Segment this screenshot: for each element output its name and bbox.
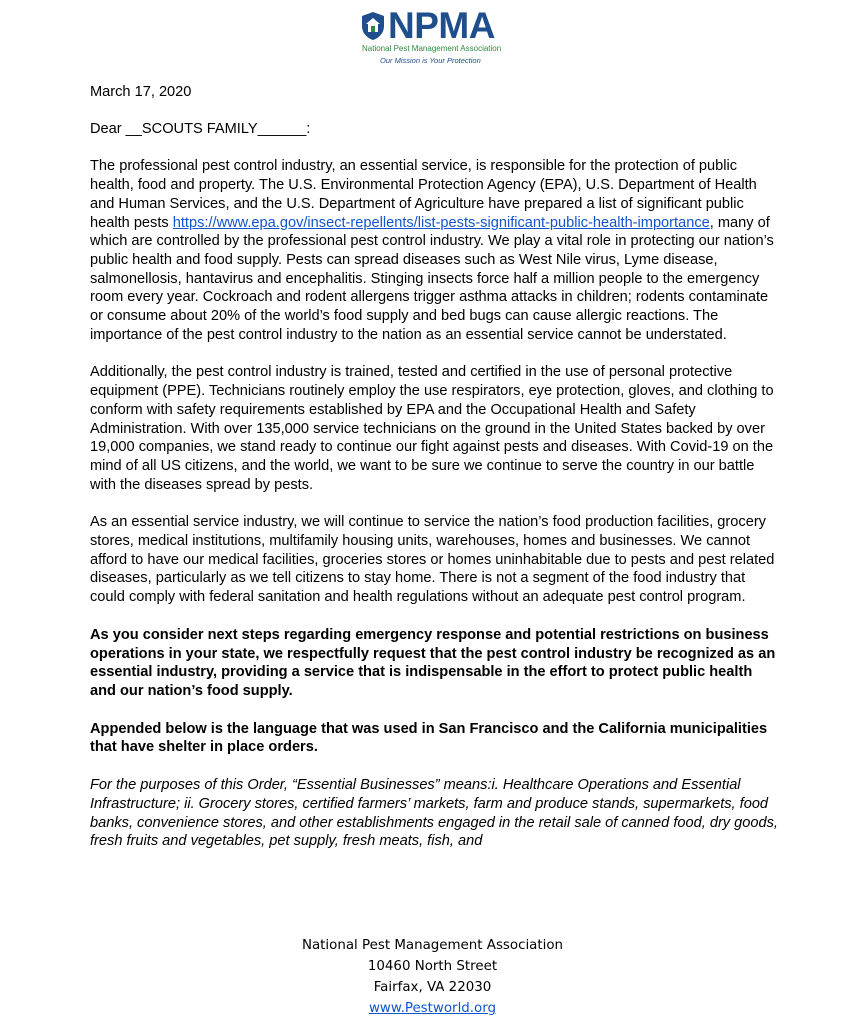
paragraph-request: As you consider next steps regarding emergency response and potential restrictions on business operations in your state, we respectfully request that the pest control industry be recognized as an essential industry, providing a service that is indispensable in the effort to protect public health and our nation’s food supply. — [90, 626, 776, 699]
letter-date: March 17, 2020 — [90, 84, 192, 100]
logo-tagline: Our Mission is Your Protection — [380, 56, 481, 65]
logo-org-name: National Pest Management Association — [362, 44, 502, 53]
letter-body — [90, 83, 780, 851]
footer-website-link[interactable]: www.Pestworld.org — [368, 1001, 497, 1016]
epa-pests-link[interactable]: https://www.epa.gov/insect-repellents/list-pests-significant-public-health-importance — [172, 214, 710, 231]
footer-city: Fairfax, VA 22030 — [373, 980, 492, 995]
paragraph-order-excerpt: For the purposes of this Order, “Essential Businesses” means:i. Healthcare Operations and Essential Infrastructure; ii. Grocery stores, certified farmers’ markets, farm and produce stands, supermarkets, food banks, convenience stores, and other establishments engaged in the retail sale of canned food, dry goods, fresh fruits and vegetables, pet supply, fresh meats, fish, and — [90, 777, 778, 850]
logo-row — [360, 6, 495, 46]
footer-org-name: National Pest Management Association — [301, 938, 564, 953]
salutation: Dear __SCOUTS FAMILY______: — [90, 120, 311, 137]
footer-address — [0, 935, 865, 1019]
logo-wordmark: NPMA — [388, 5, 495, 46]
paragraph-essential-service — [90, 157, 780, 344]
house-shield-icon — [360, 11, 386, 41]
paragraph-ppe-training: Additionally, the pest control industry is trained, tested and certified in the use of personal protective equipment (PPE). Technicians routinely employ the use respirators, eye protection, gloves, and clothing to conform with safety requirements established by EPA and the Occupational Health and Safety Administration. With over 135,000 service technicians on the ground in the United States backed by over 19,000 companies, we stand ready to continue our fight against pests and diseases. With Covid-19 on the mind of all US citizens, and the world, we want to be sure we continue to serve the country in our battle with the diseases spread by pests. — [90, 364, 774, 493]
paragraph-service-continuity: As an essential service industry, we will continue to service the nation’s food production facilities, grocery stores, medical institutions, multifamily housing units, warehouses, homes and businesses. We cannot afford to have our medical facilities, groceries stores or homes uninhabitable due to pests and pest related diseases, particularly as we tell citizens to stay home. There is not a segment of the food industry that could comply with federal sanitation and health regulations without an adequate pest control program. — [90, 514, 775, 606]
npma-logo — [352, 6, 522, 68]
paragraph-text: , many of which are controlled by the professional pest control industry. We play a vital role in protecting our nation’s public health and food supply. Pests can spread diseases such as West Nile virus, Lyme disease, salmonellosis, hantavirus and encephalitis. Stinging insects force half a million people to the emergency room every year. Cockroach and rodent allergens trigger asthma attacks in children; rodents contaminate or consume about 20% of the world’s food supply and bed bugs can cause allergic reactions. The importance of the pest control industry to the nation as an essential service cannot be understated. — [90, 214, 774, 343]
paragraph-appended-note: Appended below is the language that was used in San Francisco and the California municipalities that have shelter in place orders. — [90, 720, 768, 756]
paragraph-text: The professional pest control industry, an essential service, is responsible for the protection of public health, food and property. The U.S. Environmental Protection Agency (EPA), U.S. Department of Health and Human Services, and the U.S. Department of Agriculture have prepared a list of significant public health pests — [90, 158, 757, 231]
footer-street: 10460 North Street — [367, 959, 498, 974]
